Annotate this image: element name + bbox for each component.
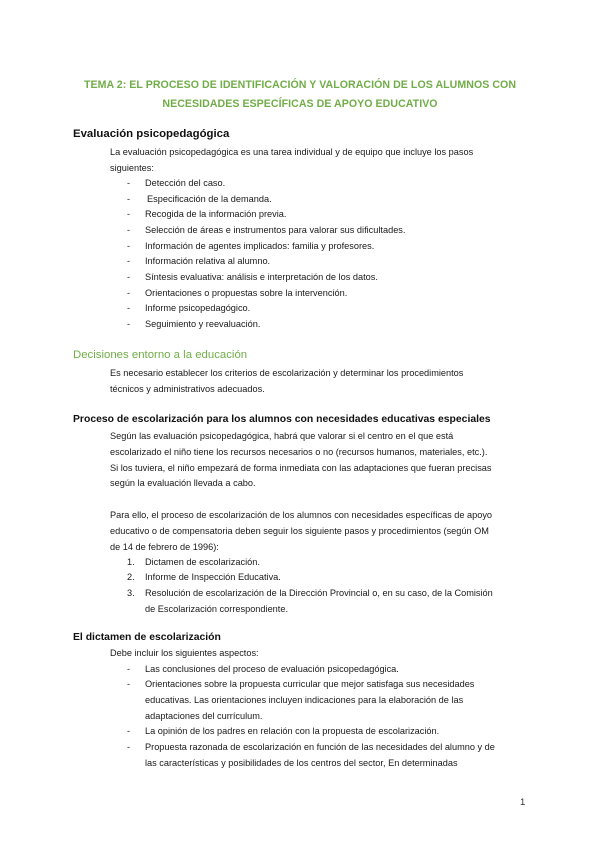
proceso-p1-line-2: escolarizado el niño tiene los recursos necesarios o no (recursos humanos, materiales, etc.). (110, 446, 488, 457)
proceso-p1-line-1: Según las evaluación psicopedagógica, habrá que valorar si el centro en el que está (110, 431, 454, 441)
heading-dictamen: El dictamen de escolarización (73, 632, 221, 643)
heading-proceso: Proceso de escolarización para los alumnos con necesidades educativas especiales (73, 414, 491, 425)
dictamen-intro: Debe incluir los siguientes aspectos: (110, 648, 259, 658)
proceso-paragraph-1 (110, 429, 540, 492)
document-title (60, 76, 540, 114)
page-number: 1 (520, 797, 526, 808)
document-page: TEMA 2: EL PROCESO DE IDENTIFICACIÓN Y VALORACIÓN DE LOS ALUMNOS CON NECESIDADES ESPECÍFICAS DE APOYO EDUCATIVO Evaluación psicopedagógica La evaluación psicopedagógica es una tarea individual y de equipo que incluye los pasos siguientes: - Detección del caso. - Especificación de la demanda. - Recogida de la información previa. - Selección de áreas e instrumentos para valorar sus dificultades. - Información de agentes implicados: familia y profesores. - Información relativa al alumno. - Síntesis evaluativa: análisis e interpretación de los datos. - Orientaciones o propuestas sobre la intervención. - Informe psicopedagógico. - Seguimiento y reevaluación. Decisiones entorno a la educación Es necesario establecer los criterios de escolarización y determinar los procedimientos técnicos y administrativos adecuados. Proceso de escolarización para los alumnos con necesidades educativas especiales Según las evaluación psicopedagógica, habrá que valorar si el centro en el que está escolarizado el niño tiene los recursos necesarios o no (recursos humanos, materiales, etc.). Si los tuviera, el niño empezará de forma inmediata con las adaptaciones que fueran precisas según la evaluación llevada a cabo. Para ello, el proceso de escolarización de los alumnos con necesidades específicas de apoyo educativo o de compensatoria deben seguir los siguiente pasos y procedimientos (según OM de 14 de febrero de 1996): 1. Dictamen de escolarización. 2. Informe de Inspección Educativa. 3. Resolución de escolarización de la Dirección Provincial o, en su caso, de la Comisión de Escolarización correspondiente. El dictamen de escolarización Debe incluir los siguientes aspectos: - Las conclusiones del proceso de evaluación psicopedagógica. - Orientaciones sobre la propuesta curricular que mejor satisfaga sus necesidades educativas. Las orientaciones incluyen indicaciones para la elaboración de las adaptaciones del currículum. - La opinión de los padres en relación con la propuesta de escolarización. - Propuesta razonada de escolarización en función de las necesidades del alumno y de las características y posibilidades de los centros del sector, En determinadas 1 (0, 0, 600, 848)
proceso-paragraph-2 (110, 508, 540, 555)
proceso-p2-line-2: educativo o de compensatoria deben seguir los siguiente pasos y procedimientos (según OM (110, 525, 489, 536)
title-line-1: TEMA 2: EL PROCESO DE IDENTIFICACIÓN Y VALORACIÓN DE LOS ALUMNOS CON (83, 79, 517, 91)
proceso-p2-line-3: de 14 de febrero de 1996): (110, 541, 219, 552)
decisiones-line-2: técnicos y administrativos adecuados. (110, 383, 265, 394)
decisiones-line-1: Es necesario establecer los criterios de escolarización y determinar los procedimientos (110, 368, 464, 378)
evaluacion-intro-line-2: siguientes: (110, 162, 154, 173)
proceso-p1-line-4: según la evaluación llevada a cabo. (110, 478, 256, 489)
decisiones-paragraph (110, 366, 530, 398)
evaluacion-intro (110, 145, 530, 177)
evaluacion-intro-line-1: La evaluación psicopedagógica es una tarea individual y de equipo que incluye los pasos (110, 147, 474, 157)
heading-evaluacion: Evaluación psicopedagógica (73, 128, 230, 140)
proceso-p2-line-1: Para ello, el proceso de escolarización de los alumnos con necesidades específicas de apoyo (110, 510, 493, 520)
title-line-2: NECESIDADES ESPECÍFICAS DE APOYO EDUCATIVO (162, 98, 438, 110)
proceso-p1-line-3: Si los tuviera, el niño empezará de forma inmediata con las adaptaciones que fueran precisas (110, 462, 492, 473)
heading-decisiones: Decisiones entorno a la educación (73, 349, 248, 361)
